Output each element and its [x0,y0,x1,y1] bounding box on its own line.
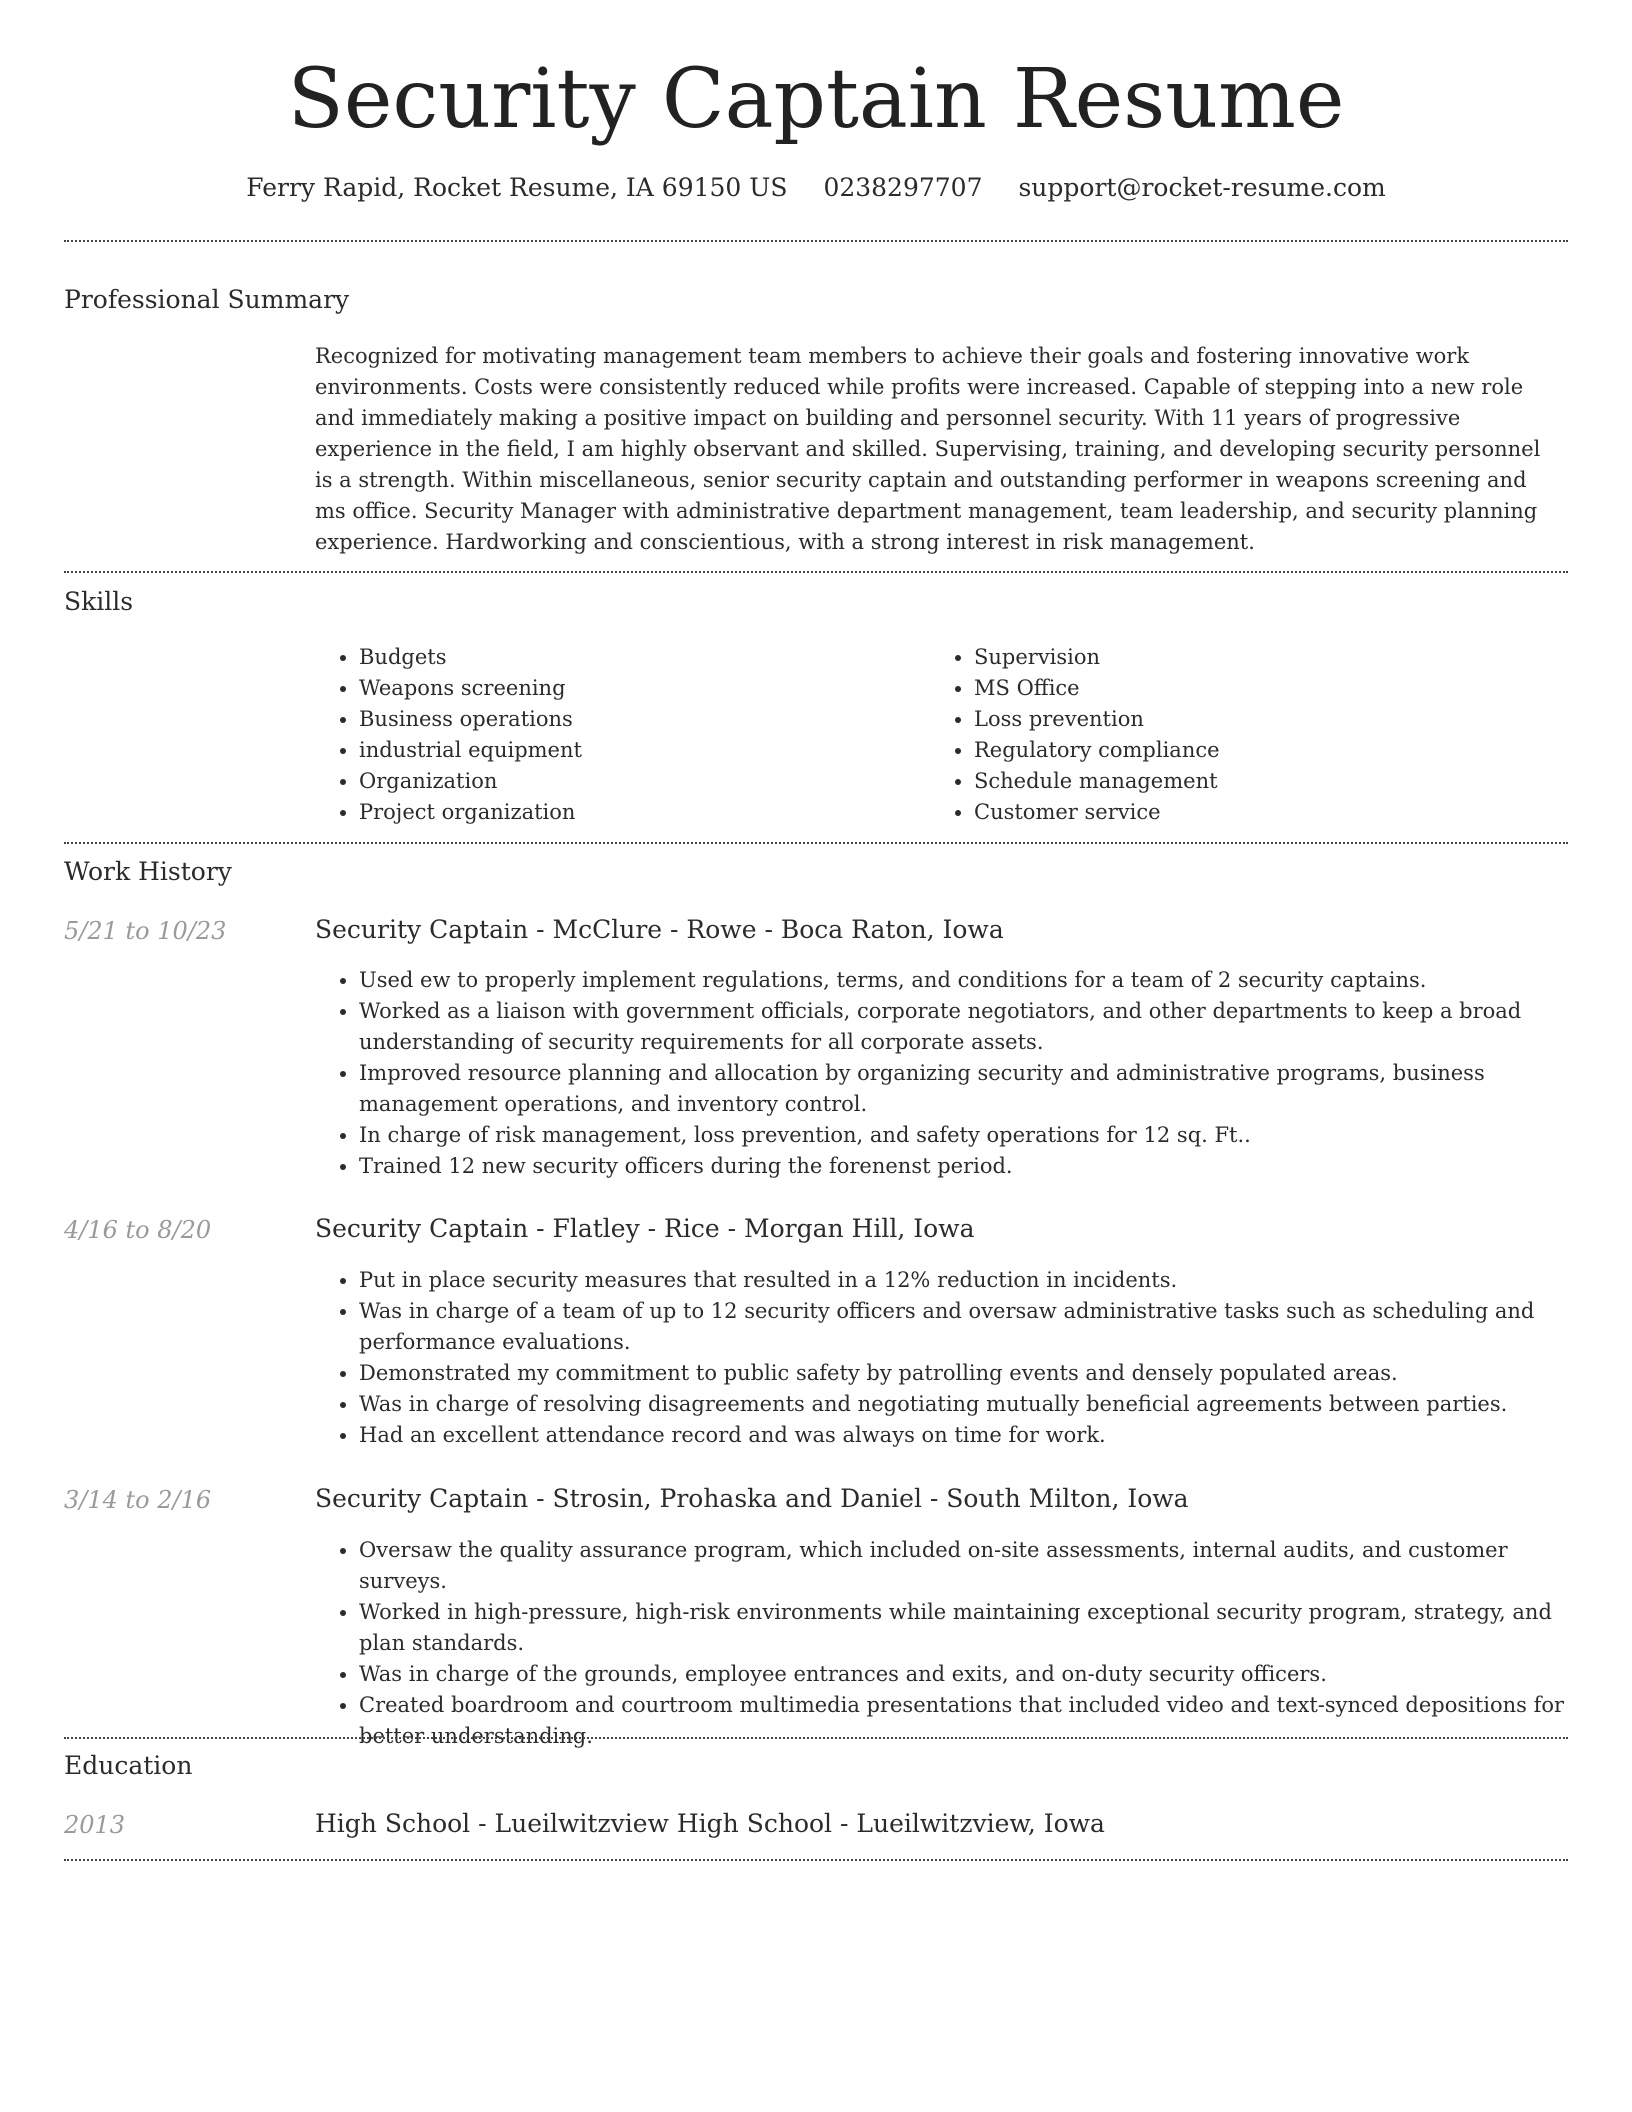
summary-text: Recognized for motivating management team members to achieve their goals and fostering innovative work environments. Costs were consistently reduced while profits were increased. Capable of stepping into a new role and immediately making a positive impact on building and personnel security. With 11 years of progressive experience in the field, I am highly observant and skilled. Supervising, training, and developing security personnel is a strength. Within miscellaneous, senior security captain and outstanding performer in weapons screening and ms office. Security Manager with administrative department management, team leadership, and security planning experience. Hardworking and conscientious, with a strong interest in risk management. [315,344,1541,554]
email: support@rocket-resume.com [1018,173,1386,202]
job-title: Security Captain - Strosin, Prohaska and Daniel - South Milton, Iowa [315,1484,1189,1513]
job-bullet: • Demonstrated my commitment to public safety by patrolling events and densely populated areas. [359,1358,1570,1389]
divider [64,842,1568,844]
skills-column-right [930,642,1530,828]
skill-item: • Regulatory compliance [974,735,1530,766]
divider [64,240,1568,242]
section-title-work: Work History [64,857,232,886]
job-bullet: • Had an excellent attendance record and was always on time for work. [359,1420,1570,1451]
job-bullet: • Oversaw the quality assurance program, which included on-site assessments, internal audits, and customer surveys. [359,1535,1570,1597]
job-bullet: • Created boardroom and courtroom multimedia presentations that included video and text-synced depositions for better understanding. [359,1690,1570,1752]
section-title-skills: Skills [64,587,134,616]
education-year: 2013 [64,1811,126,1839]
job-bullet: • Worked as a liaison with government officials, corporate negotiators, and other departments to keep a broad understanding of security requirements for all corporate assets. [359,996,1570,1058]
job-bullets [315,1535,1570,1752]
job-bullet: • Used ew to properly implement regulations, terms, and conditions for a team of 2 security captains. [359,965,1570,996]
job-bullets [315,1265,1570,1451]
education-entry: High School - Lueilwitzview High School - Lueilwitzview, Iowa [315,1809,1105,1838]
job-bullet: • Was in charge of a team of up to 12 security officers and oversaw administrative tasks such as scheduling and performance evaluations. [359,1296,1570,1358]
address: Ferry Rapid, Rocket Resume, IA 69150 US [246,173,788,202]
job-bullets [315,965,1570,1182]
section-title-education: Education [64,1751,193,1780]
skill-item: • Weapons screening [359,673,915,704]
skill-item: • Budgets [359,642,915,673]
skill-item: • Project organization [359,797,915,828]
skill-item: • Schedule management [974,766,1530,797]
skill-item: • Supervision [974,642,1530,673]
job-bullet: • Was in charge of the grounds, employee entrances and exits, and on-duty security officers. [359,1659,1570,1690]
phone: 0238297707 [823,173,983,202]
job-bullet: • Trained 12 new security officers during the forenenst period. [359,1151,1570,1182]
job-dates: 3/14 to 2/16 [64,1486,212,1514]
divider [64,1737,1568,1739]
skills-column-left [315,642,915,828]
skill-item: • Loss prevention [974,704,1530,735]
job-dates: 4/16 to 8/20 [64,1216,212,1244]
job-bullet: • Worked in high-pressure, high-risk environments while maintaining exceptional security program, strategy, and plan standards. [359,1597,1570,1659]
job-bullet: • In charge of risk management, loss prevention, and safety operations for 12 sq. Ft.. [359,1120,1570,1151]
job-bullet: • Put in place security measures that resulted in a 12% reduction in incidents. [359,1265,1570,1296]
skill-item: • MS Office [974,673,1530,704]
section-title-summary: Professional Summary [64,285,350,314]
job-dates: 5/21 to 10/23 [64,917,227,945]
skill-item: • Business operations [359,704,915,735]
skill-item: • Organization [359,766,915,797]
job-bullet: • Was in charge of resolving disagreements and negotiating mutually beneficial agreements between parties. [359,1389,1570,1420]
skill-item: • Customer service [974,797,1530,828]
job-title: Security Captain - McClure - Rowe - Boca Raton, Iowa [315,915,1004,944]
contact-line [64,172,1568,204]
skill-item: • industrial equipment [359,735,915,766]
job-title: Security Captain - Flatley - Rice - Morgan Hill, Iowa [315,1214,975,1243]
job-bullet: • Improved resource planning and allocation by organizing security and administrative programs, business management operations, and inventory control. [359,1058,1570,1120]
divider [64,1859,1568,1861]
divider [64,571,1568,573]
resume-title: Security Captain Resume [287,52,1345,147]
